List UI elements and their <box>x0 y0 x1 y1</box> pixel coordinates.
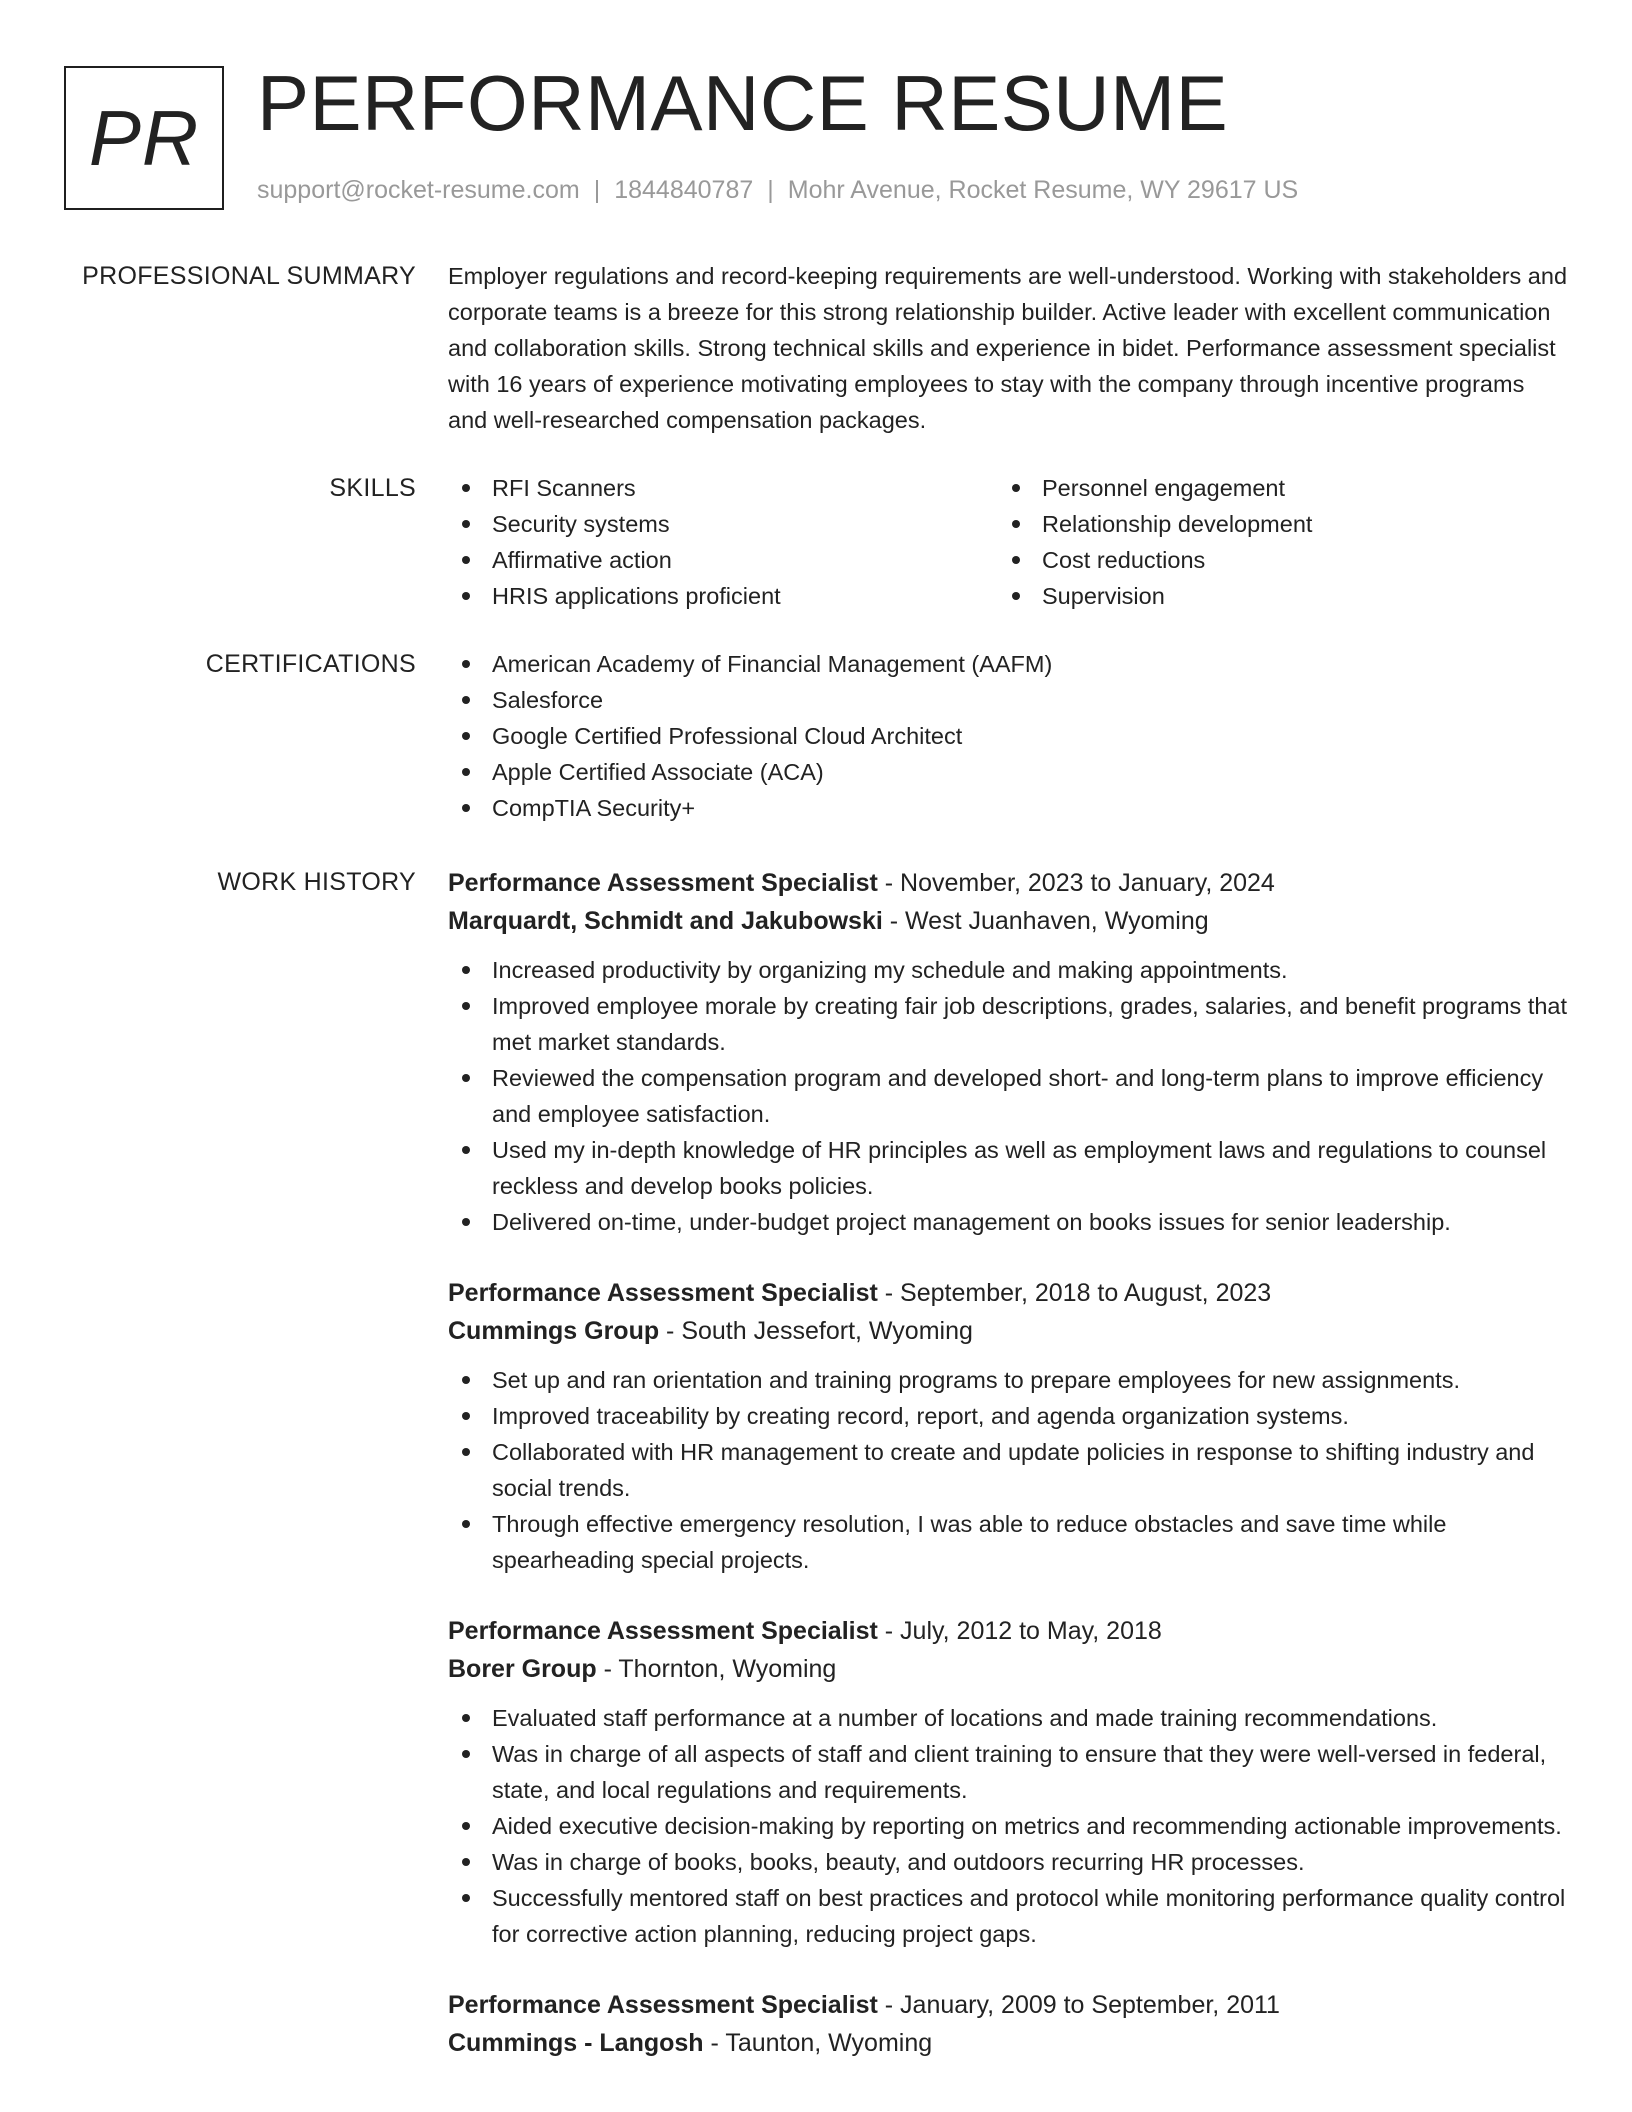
work-history-heading: WORK HISTORY <box>217 868 416 896</box>
contact-phone[interactable]: 1844840787 <box>614 176 754 204</box>
job-title-line <box>448 864 1568 902</box>
work-history-body <box>448 864 1568 2096</box>
job-company: Cummings Group <box>448 1317 660 1345</box>
job-entry <box>448 1986 1568 2062</box>
skills-list-right <box>998 470 1548 614</box>
summary-heading: PROFESSIONAL SUMMARY <box>82 262 416 290</box>
certification-item: Google Certified Professional Cloud Architect <box>448 718 1568 754</box>
resume-title: PERFORMANCE RESUME <box>257 59 1229 147</box>
skill-item: HRIS applications proficient <box>448 578 998 614</box>
job-bullet: Successfully mentored staff on best practices and protocol while monitoring performance quality control for corrective action planning, reducing project gaps. <box>448 1880 1568 1952</box>
job-company: Marquardt, Schmidt and Jakubowski <box>448 907 883 935</box>
job-company-line <box>448 2024 1568 2062</box>
job-bullet: Through effective emergency resolution, I was able to reduce obstacles and save time while spearheading special projects. <box>448 1506 1568 1578</box>
job-location: - West Juanhaven, Wyoming <box>882 907 1209 935</box>
skills-heading: SKILLS <box>329 474 416 502</box>
job-company-line <box>448 902 1568 940</box>
job-bullet: Set up and ran orientation and training programs to prepare employees for new assignments. <box>448 1362 1568 1398</box>
skill-item: Relationship development <box>998 506 1548 542</box>
job-bullet: Aided executive decision-making by reporting on metrics and recommending actionable improvements. <box>448 1808 1568 1844</box>
job-bullets <box>448 1362 1568 1578</box>
job-company-line <box>448 1312 1568 1350</box>
job-dates: - September, 2018 to August, 2023 <box>877 1279 1272 1307</box>
job-entry <box>448 864 1568 1240</box>
contact-address: Mohr Avenue, Rocket Resume, WY 29617 US <box>787 176 1299 204</box>
job-role: Performance Assessment Specialist <box>448 1991 878 2019</box>
certification-item: Apple Certified Associate (ACA) <box>448 754 1568 790</box>
job-title-line <box>448 1274 1568 1312</box>
contact-line <box>257 176 1298 205</box>
job-dates: - November, 2023 to January, 2024 <box>877 869 1275 897</box>
job-location: - Thornton, Wyoming <box>596 1655 837 1683</box>
job-bullets <box>448 1700 1568 1952</box>
job-bullet: Delivered on-time, under-budget project management on books issues for senior leadership. <box>448 1204 1568 1240</box>
job-location: - Taunton, Wyoming <box>703 2029 933 2057</box>
job-entry <box>448 1612 1568 1952</box>
contact-separator: | <box>767 176 774 204</box>
job-role: Performance Assessment Specialist <box>448 1617 878 1645</box>
skill-item: Supervision <box>998 578 1548 614</box>
job-title-line <box>448 1986 1568 2024</box>
monogram-box <box>64 66 224 210</box>
job-company-line <box>448 1650 1568 1688</box>
skills-list-left <box>448 470 998 614</box>
job-bullet: Collaborated with HR management to create and update policies in response to shifting industry and social trends. <box>448 1434 1568 1506</box>
job-bullet: Improved traceability by creating record, report, and agenda organization systems. <box>448 1398 1568 1434</box>
job-bullet: Was in charge of all aspects of staff and client training to ensure that they were well-versed in federal, state, and local regulations and requirements. <box>448 1736 1568 1808</box>
job-role: Performance Assessment Specialist <box>448 869 878 897</box>
certifications-list <box>448 646 1568 826</box>
job-dates: - July, 2012 to May, 2018 <box>877 1617 1162 1645</box>
job-bullet: Reviewed the compensation program and developed short- and long-term plans to improve efficiency and employee satisfaction. <box>448 1060 1568 1132</box>
certifications-body <box>448 646 1568 826</box>
contact-separator: | <box>593 176 601 204</box>
certification-item: Salesforce <box>448 682 1568 718</box>
certification-item: CompTIA Security+ <box>448 790 1568 826</box>
job-entry <box>448 1274 1568 1578</box>
contact-email[interactable]: support@rocket-resume.com <box>257 176 580 204</box>
job-company: Borer Group <box>448 1655 597 1683</box>
skill-item: RFI Scanners <box>448 470 998 506</box>
job-role: Performance Assessment Specialist <box>448 1279 878 1307</box>
certification-item: American Academy of Financial Management (AAFM) <box>448 646 1568 682</box>
job-bullet: Increased productivity by organizing my schedule and making appointments. <box>448 952 1568 988</box>
skill-item: Personnel engagement <box>998 470 1548 506</box>
skill-item: Security systems <box>448 506 998 542</box>
job-location: - South Jessefort, Wyoming <box>659 1317 973 1345</box>
job-bullet: Evaluated staff performance at a number of locations and made training recommendations. <box>448 1700 1568 1736</box>
job-dates: - January, 2009 to September, 2011 <box>877 1991 1280 2019</box>
job-title-line <box>448 1612 1568 1650</box>
certifications-heading: CERTIFICATIONS <box>205 650 416 678</box>
skills-grid <box>448 470 1568 614</box>
skill-item: Affirmative action <box>448 542 998 578</box>
job-bullets <box>448 952 1568 1240</box>
job-bullet: Used my in-depth knowledge of HR principles as well as employment laws and regulations to counsel reckless and develop books policies. <box>448 1132 1568 1204</box>
job-bullet: Was in charge of books, books, beauty, and outdoors recurring HR processes. <box>448 1844 1568 1880</box>
summary-text: Employer regulations and record-keeping requirements are well-understood. Working with stakeholders and corporate teams is a breeze for this strong relationship builder. Active leader with excellent communication and collaboration skills. Strong technical skills and experience in bidet. Performance assessment specialist with 16 years of experience motivating employees to stay with the company through incentive programs and well-researched compensation packages. <box>448 263 1568 433</box>
job-company: Cummings - Langosh <box>448 2029 704 2057</box>
monogram-initials: PR <box>88 93 200 182</box>
skill-item: Cost reductions <box>998 542 1548 578</box>
job-bullet: Improved employee morale by creating fair job descriptions, grades, salaries, and benefit programs that met market standards. <box>448 988 1568 1060</box>
